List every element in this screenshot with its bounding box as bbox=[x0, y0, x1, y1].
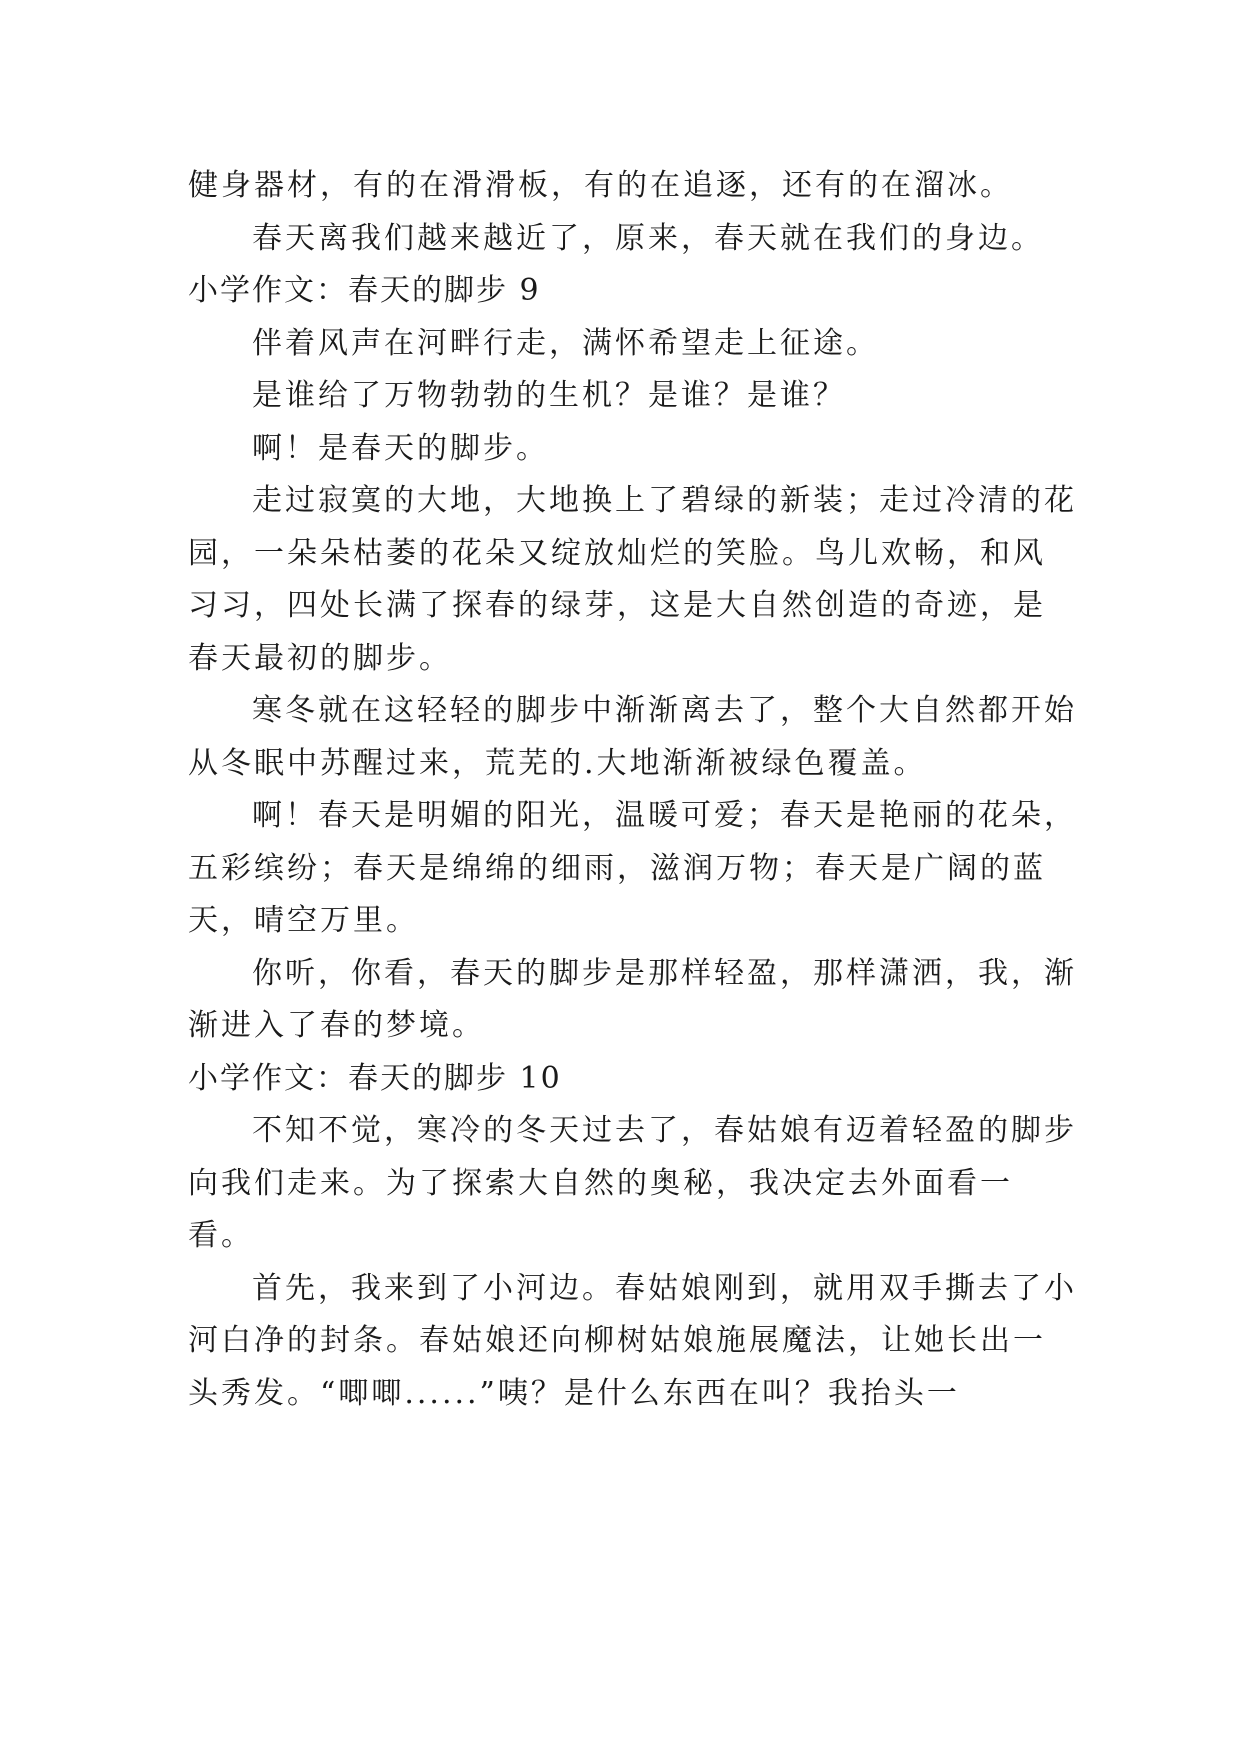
paragraph-continued: 健身器材，有的在滑滑板，有的在追逐，还有的在溜冰。 bbox=[188, 168, 1013, 203]
section-heading: 小学作文：春天的脚步 10 bbox=[188, 1060, 562, 1096]
paragraph: 走过寂寞的大地，大地换上了碧绿的新装；走过冷清的花园，一朵朵枯萎的花朵又绽放灿烂的笑脸。鸟儿欢畅，和风习习，四处长满了探春的绿芽，这是大自然创造的奇迹，是春天最初的脚步。 bbox=[188, 483, 1077, 676]
paragraph: 伴着风声在河畔行走，满怀希望走上征途。 bbox=[252, 325, 879, 361]
paragraph: 春天离我们越来越近了，原来，春天就在我们的身边。 bbox=[252, 220, 1044, 256]
paragraph: 啊！是春天的脚步。 bbox=[252, 430, 549, 466]
paragraph: 不知不觉，寒冷的冬天过去了，春姑娘有迈着轻盈的脚步向我们走来。为了探索大自然的奥秘，我决定去外面看一看。 bbox=[188, 1113, 1077, 1253]
paragraph: 首先，我来到了小河边。春姑娘刚到，就用双手撕去了小河白净的封条。春姑娘还向柳树姑娘施展魔法，让她长出一头秀发。“唧唧......”咦？是什么东西在叫？我抬头一 bbox=[188, 1270, 1077, 1411]
section-heading: 小学作文：春天的脚步 9 bbox=[188, 273, 541, 308]
paragraph: 你听，你看，春天的脚步是那样轻盈，那样潇洒，我，渐渐进入了春的梦境。 bbox=[188, 955, 1077, 1043]
paragraph: 啊！春天是明媚的阳光，温暖可爱；春天是艳丽的花朵，五彩缤纷；春天是绵绵的细雨，滋润万物；春天是广阔的蓝天，晴空万里。 bbox=[188, 798, 1077, 938]
paragraph: 寒冬就在这轻轻的脚步中渐渐离去了，整个大自然都开始从冬眠中苏醒过来，荒芜的.大地渐渐被绿色覆盖。 bbox=[188, 693, 1077, 781]
paragraph: 是谁给了万物勃勃的生机？是谁？是谁？ bbox=[252, 378, 846, 413]
document-body bbox=[188, 160, 1078, 1420]
